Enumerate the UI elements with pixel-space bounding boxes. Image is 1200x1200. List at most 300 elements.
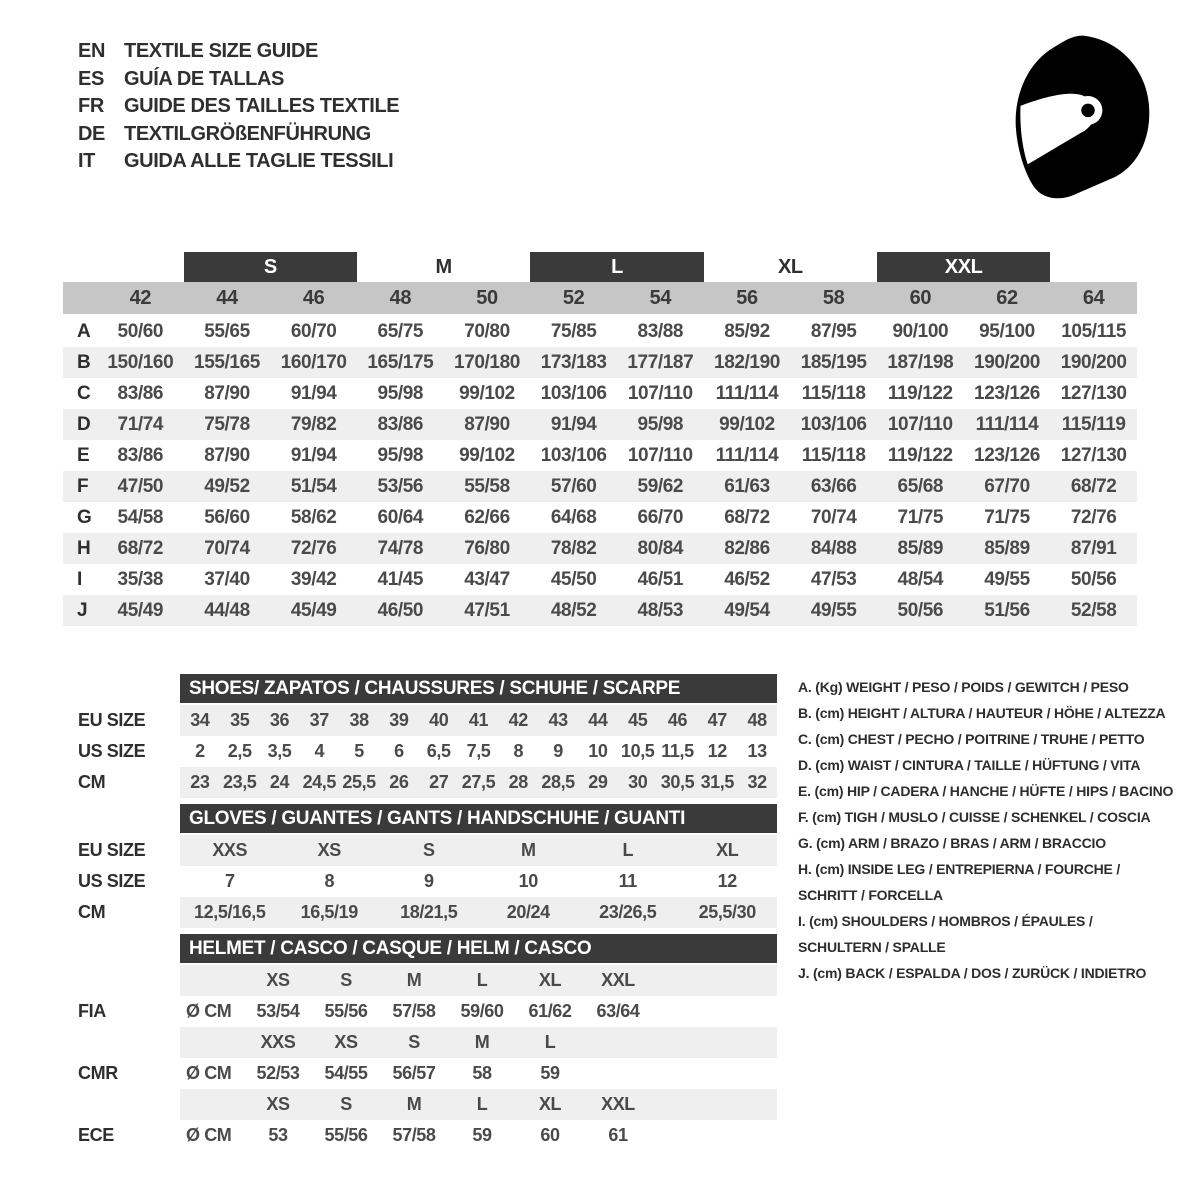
- size-value: 45/50: [550, 568, 597, 590]
- size-value: 78/82: [550, 537, 597, 559]
- size-value: 53/56: [377, 475, 424, 497]
- size-number: 46: [302, 286, 325, 309]
- shoes-value: 12: [707, 741, 727, 761]
- legend-entry: [798, 856, 1183, 908]
- row-letter: A: [77, 320, 91, 342]
- shoes-value: 24: [269, 772, 290, 792]
- size-value: 44/48: [204, 599, 250, 621]
- legend-line: B. (cm) HEIGHT / ALTURA / HAUTEUR / HÖHE / ALTEZZA: [798, 705, 1166, 721]
- shoes-value: 2,5: [227, 741, 252, 761]
- size-value: 68/72: [117, 537, 164, 559]
- helmet-value: S: [340, 1094, 352, 1114]
- size-number-band: [63, 282, 1137, 314]
- size-value: 103/106: [540, 444, 607, 466]
- size-group-label: M: [435, 255, 452, 278]
- legend-line: A. (Kg) WEIGHT / PESO / POIDS / GEWITCH / PESO: [798, 679, 1129, 695]
- textile-size-table: [63, 252, 1137, 626]
- size-value: 68/72: [1070, 475, 1117, 497]
- shoes-value: 27,5: [461, 772, 496, 792]
- size-value: 99/102: [459, 444, 515, 466]
- helmet-sizes-row: [180, 1027, 777, 1058]
- size-value: 160/170: [280, 351, 347, 373]
- language-row: [78, 121, 399, 149]
- size-value: 123/126: [974, 444, 1040, 466]
- size-value: 50/60: [117, 320, 164, 342]
- size-value: 61/63: [724, 475, 770, 497]
- helmet-value: 55/56: [324, 1125, 368, 1145]
- shoes-value: 39: [389, 710, 409, 730]
- gloves-title-bar: GLOVES / GUANTES / GANTS / HANDSCHUHE / GUANTI: [180, 804, 777, 833]
- legend-entry: [798, 778, 1183, 804]
- helmet-sizes-row: [180, 1089, 777, 1120]
- helmet-value: 59: [540, 1063, 560, 1083]
- legend-line: I. (cm) SHOULDERS / HOMBROS / ÉPAULES /: [798, 913, 1093, 929]
- size-value: 35/38: [117, 568, 164, 590]
- helmet-value: 55/56: [324, 1001, 368, 1021]
- shoes-value: 10: [588, 741, 608, 761]
- size-value: 85/89: [984, 537, 1030, 559]
- size-value: 55/58: [464, 475, 510, 497]
- size-value: 72/76: [1070, 506, 1117, 528]
- size-number: 44: [216, 286, 238, 309]
- shoes-table: [78, 674, 777, 798]
- language-row: [78, 66, 399, 94]
- gloves-value: 20/24: [506, 902, 550, 922]
- size-value: 91/94: [290, 444, 337, 466]
- gloves-row: [180, 897, 777, 928]
- size-value: 66/70: [637, 506, 684, 528]
- size-value: 83/88: [637, 320, 684, 342]
- size-value: 46/51: [637, 568, 684, 590]
- helmet-value: 57/58: [392, 1125, 436, 1145]
- gloves-value: 8: [324, 871, 335, 891]
- language-row: [78, 148, 399, 176]
- language-label: TEXTILE SIZE GUIDE: [124, 40, 318, 63]
- shoes-value: 5: [354, 741, 364, 761]
- legend-entry: [798, 908, 1183, 960]
- helmet-table: [78, 934, 777, 1151]
- shoes-value: 31,5: [700, 772, 734, 792]
- size-value: 127/130: [1060, 382, 1127, 404]
- helmet-sizes-row: [180, 965, 777, 996]
- language-row: [78, 93, 399, 121]
- size-value: 87/95: [810, 320, 857, 342]
- language-header: [78, 38, 399, 176]
- size-value: 49/55: [810, 599, 857, 621]
- shoes-value: 38: [349, 710, 369, 730]
- shoes-value: 35: [230, 710, 250, 730]
- helmet-data-row: [180, 1120, 777, 1151]
- row-label: EU SIZE: [78, 710, 146, 730]
- size-value: 48/54: [897, 568, 944, 590]
- size-value: 123/126: [974, 382, 1040, 404]
- language-code: EN: [78, 40, 105, 63]
- language-label: TEXTILGRÖßENFÜHRUNG: [124, 122, 371, 145]
- shoes-value: 45: [628, 710, 648, 730]
- size-value: 67/70: [984, 475, 1030, 497]
- size-value: 119/122: [887, 382, 953, 404]
- size-value: 50/56: [897, 599, 944, 621]
- helmet-value: L: [476, 1094, 488, 1114]
- label-spacer: [78, 1089, 180, 1120]
- racing-helmet-icon: [980, 28, 1160, 200]
- size-value: 50/56: [1070, 568, 1117, 590]
- size-value: 45/49: [290, 599, 337, 621]
- size-value: 43/47: [464, 568, 510, 590]
- size-value: 87/91: [1070, 537, 1117, 559]
- gloves-value: M: [520, 840, 536, 860]
- size-value: 182/190: [714, 351, 780, 373]
- language-label: GUÍA DE TALLAS: [124, 67, 284, 90]
- helmet-value: 61/62: [528, 1001, 572, 1021]
- row-letter: E: [77, 444, 90, 466]
- shoes-value: 26: [389, 772, 409, 792]
- size-value: 91/94: [290, 382, 337, 404]
- legend-line: SCHRITT / FORCELLA: [798, 887, 943, 903]
- size-value: 68/72: [724, 506, 770, 528]
- size-value: 49/54: [724, 599, 770, 621]
- helmet-value: 63/64: [596, 1001, 640, 1021]
- row-letter: J: [77, 599, 88, 621]
- measurement-row: [63, 316, 1137, 347]
- size-number: 58: [822, 286, 845, 309]
- helmet-value: XS: [266, 1094, 290, 1114]
- helmet-value: L: [544, 1032, 556, 1052]
- size-value: 59/62: [637, 475, 684, 497]
- label-spacer: [78, 934, 180, 965]
- size-value: 84/88: [810, 537, 857, 559]
- size-value: 107/110: [887, 413, 953, 435]
- size-value: 58/62: [290, 506, 337, 528]
- shoes-value: 34: [190, 710, 210, 730]
- shoes-value: 2: [195, 741, 205, 761]
- helmet-data-row: [180, 1058, 777, 1089]
- measurement-row: [63, 502, 1137, 533]
- row-label: US SIZE: [78, 741, 146, 761]
- helmet-value: M: [406, 1094, 422, 1114]
- size-number: 62: [996, 286, 1018, 309]
- size-value: 87/90: [204, 444, 250, 466]
- shoes-value: 8: [513, 741, 524, 761]
- measurement-row: [63, 595, 1137, 626]
- size-group-label: XL: [777, 255, 803, 278]
- row-label: CM: [78, 772, 106, 792]
- row-label: CM: [78, 902, 106, 922]
- size-value: 87/90: [464, 413, 510, 435]
- helmet-value: S: [340, 970, 352, 990]
- size-value: 111/114: [975, 413, 1039, 435]
- size-group-row: [63, 252, 1137, 282]
- measurement-row: [63, 440, 1137, 471]
- shoes-row-labels: [78, 674, 180, 798]
- helmet-value: XXL: [601, 970, 635, 990]
- helmet-value: 54/55: [324, 1063, 368, 1083]
- legend-line: E. (cm) HIP / CADERA / HANCHE / HÜFTE / HIPS / BACINO: [798, 783, 1174, 799]
- size-value: 47/50: [117, 475, 164, 497]
- size-value: 60/70: [290, 320, 337, 342]
- shoes-value: 47: [707, 710, 727, 730]
- size-value: 85/89: [897, 537, 944, 559]
- size-value: 39/42: [290, 568, 337, 590]
- row-letter: D: [77, 413, 91, 435]
- size-value: 83/86: [117, 382, 164, 404]
- standard-label: CMR: [78, 1063, 118, 1083]
- size-value: 107/110: [627, 444, 693, 466]
- size-value: 95/98: [377, 382, 424, 404]
- helmet-value: 52/53: [256, 1063, 300, 1083]
- row-letter: H: [77, 537, 91, 559]
- size-value: 65/75: [377, 320, 424, 342]
- unit-label: Ø CM: [186, 1125, 232, 1145]
- size-value: 55/65: [204, 320, 250, 342]
- shoes-row: [180, 767, 777, 798]
- unit-label: Ø CM: [186, 1001, 232, 1021]
- shoes-value: 13: [747, 741, 767, 761]
- size-group-bar: S: [184, 252, 357, 282]
- language-row: [78, 38, 399, 66]
- helmet-value: M: [406, 970, 422, 990]
- shoes-value: 6: [394, 741, 404, 761]
- size-value: 127/130: [1060, 444, 1127, 466]
- size-value: 115/119: [1061, 413, 1126, 435]
- size-number: 56: [736, 286, 758, 309]
- gloves-value: 9: [423, 871, 434, 891]
- shoes-row: [180, 705, 777, 736]
- size-value: 190/200: [974, 351, 1040, 373]
- size-value: 85/92: [724, 320, 770, 342]
- gloves-row-labels: [78, 804, 180, 928]
- shoes-value: 11,5: [661, 741, 694, 761]
- helmet-value: 60: [540, 1125, 560, 1145]
- helmet-value: 61: [608, 1125, 628, 1145]
- row-letter: I: [77, 568, 82, 590]
- language-code: IT: [78, 150, 95, 173]
- shoes-value: 30: [628, 772, 648, 792]
- size-value: 111/114: [715, 444, 779, 466]
- shoes-value: 28,5: [541, 772, 575, 792]
- row-label: US SIZE: [78, 871, 146, 891]
- measurement-row: [63, 471, 1137, 502]
- gloves-value: 25,5/30: [698, 902, 756, 922]
- shoes-value: 37: [309, 710, 329, 730]
- size-value: 107/110: [627, 382, 693, 404]
- size-value: 119/122: [887, 444, 953, 466]
- size-value: 62/66: [464, 506, 510, 528]
- size-value: 87/90: [204, 382, 250, 404]
- legend-entry: [798, 960, 1183, 986]
- size-value: 177/187: [627, 351, 694, 373]
- gloves-value: 10: [518, 871, 538, 891]
- legend-line: J. (cm) BACK / ESPALDA / DOS / ZURÜCK / INDIETRO: [798, 965, 1147, 981]
- language-code: ES: [78, 67, 104, 90]
- helmet-value: 58: [472, 1063, 492, 1083]
- shoes-value: 6,5: [426, 741, 451, 761]
- size-number: 54: [649, 286, 672, 309]
- size-value: 187/198: [887, 351, 954, 373]
- row-letter: B: [77, 351, 91, 373]
- legend-line: F. (cm) TIGH / MUSLO / CUISSE / SCHENKEL / COSCIA: [798, 809, 1151, 825]
- size-value: 173/183: [540, 351, 607, 373]
- size-value: 65/68: [897, 475, 944, 497]
- gloves-value: XL: [716, 840, 739, 860]
- legend-entry: [798, 752, 1183, 778]
- gloves-value: 12: [717, 871, 737, 891]
- label-spacer: [78, 804, 180, 835]
- size-value: 95/100: [979, 320, 1035, 342]
- shoes-value: 30,5: [660, 772, 695, 792]
- size-value: 76/80: [464, 537, 510, 559]
- legend-line: G. (cm) ARM / BRAZO / BRAS / ARM / BRACCIO: [798, 835, 1106, 851]
- shoes-value: 10,5: [620, 741, 655, 761]
- size-value: 74/78: [377, 537, 424, 559]
- gloves-value: 18/21,5: [400, 902, 458, 922]
- size-value: 54/58: [117, 506, 164, 528]
- size-group-bar: XXL: [877, 252, 1050, 282]
- shoes-value: 36: [269, 710, 290, 730]
- shoes-value: 23: [190, 772, 210, 792]
- gloves-value: 7: [224, 871, 235, 891]
- legend-line: SCHULTERN / SPALLE: [798, 939, 946, 955]
- gloves-table: [78, 804, 777, 928]
- size-value: 71/74: [117, 413, 164, 435]
- helmet-value: 57/58: [392, 1001, 436, 1021]
- size-number: 50: [476, 286, 498, 309]
- size-value: 75/78: [204, 413, 250, 435]
- size-value: 70/74: [810, 506, 857, 528]
- helmet-value: S: [408, 1032, 420, 1052]
- size-value: 48/53: [637, 599, 684, 621]
- measurement-row: [63, 409, 1137, 440]
- language-label: GUIDA ALLE TAGLIE TESSILI: [124, 150, 394, 173]
- helmet-title-bar: HELMET / CASCO / CASQUE / HELM / CASCO: [180, 934, 777, 963]
- shoes-value: 42: [508, 710, 528, 730]
- label-spacer: [78, 674, 180, 705]
- shoes-value: 25,5: [342, 772, 376, 792]
- size-value: 83/86: [117, 444, 164, 466]
- shoes-value: 4: [314, 741, 325, 761]
- gloves-value: 16,5/19: [300, 902, 358, 922]
- shoes-row: [180, 736, 777, 767]
- row-letter: C: [77, 382, 91, 404]
- legend-line: H. (cm) INSIDE LEG / ENTREPIERNA / FOURCHE /: [798, 861, 1121, 877]
- helmet-row-labels: [78, 934, 180, 1151]
- shoes-value: 23,5: [222, 772, 257, 792]
- shoes-title-bar: SHOES/ ZAPATOS / CHAUSSURES / SCHUHE / SCARPE: [180, 674, 777, 703]
- legend-entry: [798, 674, 1183, 700]
- measurement-row: [63, 347, 1137, 378]
- shoes-value: 46: [667, 710, 688, 730]
- size-value: 79/82: [290, 413, 337, 435]
- helmet-value: 59/60: [460, 1001, 504, 1021]
- helmet-value: L: [476, 970, 488, 990]
- size-value: 51/54: [290, 475, 337, 497]
- size-value: 103/106: [800, 413, 867, 435]
- size-number: 42: [129, 286, 152, 309]
- size-value: 150/160: [107, 351, 174, 373]
- size-value: 45/49: [117, 599, 164, 621]
- gloves-value: 23/26,5: [599, 902, 657, 922]
- size-value: 48/52: [550, 599, 597, 621]
- legend-line: C. (cm) CHEST / PECHO / POITRINE / TRUHE / PETTO: [798, 731, 1145, 747]
- gloves-value: 11: [618, 871, 637, 891]
- unit-label: Ø CM: [186, 1063, 232, 1083]
- size-value: 190/200: [1060, 351, 1127, 373]
- size-number: 64: [1082, 286, 1105, 309]
- size-value: 105/115: [1061, 320, 1127, 342]
- helmet-value: XL: [538, 970, 562, 990]
- measurement-row: [63, 378, 1137, 409]
- shoes-value: 40: [429, 710, 449, 730]
- shoes-value: 27: [429, 772, 449, 792]
- helmet-value: 56/57: [392, 1063, 436, 1083]
- size-value: 82/86: [724, 537, 770, 559]
- size-value: 47/53: [810, 568, 857, 590]
- gloves-value: XS: [317, 840, 341, 860]
- size-value: 185/195: [800, 351, 867, 373]
- size-value: 60/64: [377, 506, 424, 528]
- helmet-data-row: [180, 996, 777, 1027]
- size-value: 70/74: [204, 537, 250, 559]
- shoes-value: 32: [747, 772, 767, 792]
- label-spacer: [78, 965, 180, 996]
- language-code: FR: [78, 95, 104, 118]
- size-value: 83/86: [377, 413, 424, 435]
- helmet-value: 53/54: [256, 1001, 300, 1021]
- size-value: 95/98: [377, 444, 424, 466]
- size-number: 60: [909, 286, 932, 309]
- size-value: 115/118: [801, 382, 866, 404]
- size-value: 103/106: [540, 382, 607, 404]
- shoes-value: 48: [747, 710, 767, 730]
- size-number: 48: [389, 286, 412, 309]
- helmet-value: XS: [266, 970, 290, 990]
- gloves-row: [180, 835, 777, 866]
- shoes-value: 24,5: [302, 772, 336, 792]
- language-code: DE: [78, 122, 105, 145]
- size-value: 71/75: [984, 506, 1030, 528]
- measurement-legend: [798, 674, 1183, 986]
- shoes-value: 9: [553, 741, 563, 761]
- measurement-row: [63, 533, 1137, 564]
- size-value: 115/118: [801, 444, 866, 466]
- measurement-row: [63, 564, 1137, 595]
- gloves-value: L: [622, 840, 634, 860]
- shoes-value: 7,5: [466, 741, 491, 761]
- size-value: 99/102: [459, 382, 515, 404]
- shoes-value: 28: [508, 772, 528, 792]
- size-value: 99/102: [719, 413, 775, 435]
- size-value: 70/80: [464, 320, 510, 342]
- size-value: 90/100: [892, 320, 949, 342]
- size-value: 51/56: [984, 599, 1030, 621]
- size-group-bar: L: [530, 252, 703, 282]
- helmet-value: XXS: [260, 1032, 296, 1052]
- size-value: 71/75: [897, 506, 944, 528]
- shoes-value: 43: [548, 710, 568, 730]
- size-value: 170/180: [454, 351, 520, 373]
- size-value: 47/51: [464, 599, 510, 621]
- legend-line: D. (cm) WAIST / CINTURA / TAILLE / HÜFTUNG / VITA: [798, 757, 1141, 773]
- legend-entry: [798, 700, 1183, 726]
- size-value: 111/114: [715, 382, 779, 404]
- language-label: GUIDE DES TAILLES TEXTILE: [124, 95, 400, 118]
- shoes-value: 3,5: [267, 741, 292, 761]
- size-number: 52: [562, 286, 585, 309]
- legend-entry: [798, 726, 1183, 752]
- row-letter: G: [77, 506, 92, 528]
- size-value: 52/58: [1070, 599, 1117, 621]
- shoes-value: 41: [468, 710, 489, 730]
